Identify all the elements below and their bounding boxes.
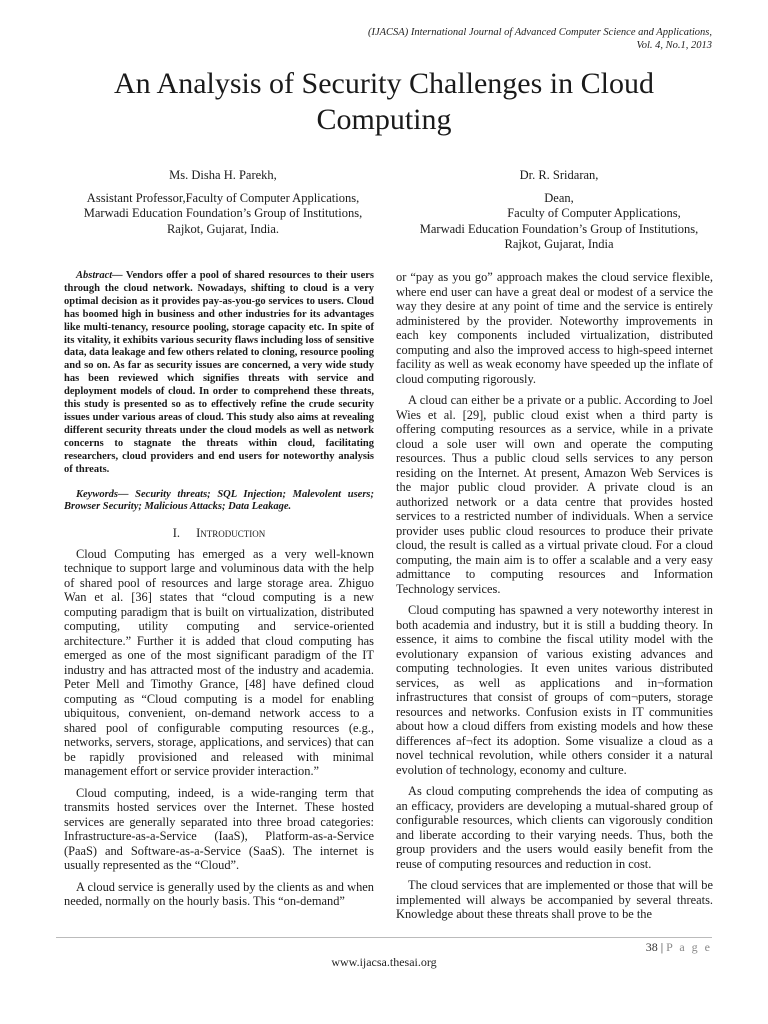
right-column: [396, 270, 713, 929]
author-affiliation: Marwadi Education Foundation’s Group of Institutions,: [419, 221, 699, 236]
footer-url: www.ijacsa.thesai.org: [331, 955, 437, 969]
left-column: [64, 270, 374, 916]
title-line-2: Computing: [316, 103, 452, 136]
author-block-1: [56, 168, 390, 237]
body-paragraph: Cloud computing has spawned a very noteworthy interest in both academia and industry, but it is still a budding theory. In essence, it aims to combine the fiscal utility model with the evolutionary expansion of various existing advances and computing technologies. It even unites various distributed services, as well as applications and in¬formation infrastructures that consist of groups of com¬puters, storage resources and networks. Confusion exists in IT communities about how a cloud differs from existing models and how these differences af¬fect its adoption. Some visualize a cloud as a novel technical revolution, while others consider it a natural evolution of technology, economy and culture.: [396, 603, 713, 777]
keywords-label: Keywords—: [76, 488, 129, 500]
body-paragraph-continued: or “pay as you go” approach makes the cloud service flexible, where end user can have a great deal or modest of a service the way they desire at any point of time and the service is entirely administered by the provider. Noteworthy improvements in each key components included virtualization, distributed computing and also the improved access to high-speed internet facility as well as weak economy have speeded up the inflate of cloud computing rigorously.: [396, 270, 713, 386]
keywords: [64, 489, 374, 515]
body-paragraph: Cloud computing, indeed, is a wide-ranging term that transmits hosted services over the Internet. These hosted services are generally separated into three broad categories: Infrastructure-as-a-Service (IaaS), Platform-as-a-Service (PaaS) and Software-as-a-Service (SaaS). The internet is usually represented as the “Cloud”.: [64, 785, 374, 873]
section-number: I.: [172, 526, 181, 541]
page-word: P a g e: [666, 940, 712, 954]
keywords-text: Security threats; SQL Injection; Malevolent users; Browser Security; Malicious Attacks; Data Leakage.: [64, 488, 374, 513]
title-line-1: An Analysis of Security Challenges in Cloud: [114, 67, 654, 100]
abstract-text: Vendors offer a pool of shared resources to their users through the cloud network. Nowadays, shifting to cloud is a very optimal decision as it provides pay-as-you-go services to users. Cloud has boomed high in business and other industries for its advantages like multi-tenancy, resource pooling, storage capacity etc. In spite of its vitality, it exhibits various security flaws including loss of sensitive data, data leakage and few others related to cloning, resource pooling and so on. As far as security issues are concerned, a very wide study has been reviewed which signifies threats with service and deployment models of cloud. In order to comprehend these threats, this study is presented so as to effectively refine the crude security issues under various areas of cloud. This study also aims at revealing different security threats under the cloud models as well as network concerns to stagnate the threats within cloud, facilitating researchers, cloud providers and end users for noteworthy analysis of threats.: [64, 270, 374, 475]
journal-volume: Vol. 4, No.1, 2013: [636, 40, 712, 51]
body-paragraph: As cloud computing comprehends the idea of computing as an efficacy, providers are developing a mutual-shared group of configurable resources, which clients can vigorously condition and liberate according to their varying needs. Thus, both the group providers and the users would easily benefit from the reuse of computing resources and reduction in cost.: [396, 784, 713, 871]
footer-divider: [56, 937, 712, 938]
abstract: [64, 270, 374, 477]
author-name: Ms. Disha H. Parekh,: [169, 168, 277, 182]
author-affiliation: Marwadi Education Foundation’s Group of Institutions,: [83, 206, 363, 220]
body-paragraph: The cloud services that are implemented or those that will be implemented will always be accompanied by several threats. Knowledge about these threats shall prove to be the: [396, 878, 713, 921]
paper-title: [60, 66, 708, 138]
author-location: Rajkot, Gujarat, India: [504, 237, 614, 251]
journal-running-head: [368, 26, 712, 52]
body-paragraph: A cloud service is generally used by the clients as and when needed, normally on the hourly basis. This “on-demand”: [64, 879, 374, 909]
journal-name: (IJACSA) International Journal of Advanced Computer Science and Applications,: [367, 27, 712, 38]
author-affiliation: Assistant Professor,Faculty of Computer Applications,: [86, 190, 360, 205]
author-title: Dean,: [544, 190, 574, 205]
page-number-separator: |: [660, 940, 664, 954]
author-name: Dr. R. Sridaran,: [519, 168, 599, 182]
section-heading-introduction: [64, 526, 374, 541]
body-paragraph: Cloud Computing has emerged as a very well-known technique to support large and voluminous data with the help of shared pool of resources and large storage area. Zhiguo Wan et al. [36] states that “cloud computing is a new computing paradigm that is built on virtualization, distributed computing, utility computing and service-oriented architecture.” Further it is added that cloud computing has emerged as one of the most significant paradigm of the IT industry and has attracted most of the industry and academia. Peter Mell and Timothy Grance, [48] have defined cloud computing as “Cloud computing is a model for enabling ubiquitous, convenient, on-demand network access to a shared pool of configurable computing resources (e.g., networks, servers, storage, applications, and services) that can be rapidly provisioned and released with minimal management effort or service provider interaction.”: [64, 546, 374, 779]
section-title-rest: ntroduction: [200, 526, 266, 541]
page-number: [646, 940, 712, 955]
author-block-2: [400, 168, 718, 253]
body-paragraph: A cloud can either be a private or a public. According to Joel Wies et al. [29], public cloud exist when a third party is offering computing resources as a service, while in a private cloud a sole user will own and operate the computing resources. Thus a public cloud sells services to any person residing on the Internet. At present, Amazon Web Services is the major public cloud provider. A private cloud is an authorized network or a data centre that provides hosted services to a restricted number of individuals. When a service provider uses public cloud resources to produce their private cloud, the result is called as a virtual private cloud. For a cloud computing, the main aim is to offer a scalable and a very easy admittance to computing resources and Information Technology services.: [396, 393, 713, 596]
author-location: Rajkot, Gujarat, India.: [166, 221, 280, 236]
abstract-label: Abstract—: [76, 270, 123, 281]
section-title-initial: I: [196, 526, 201, 541]
author-affiliation: Faculty of Computer Applications,: [507, 206, 681, 220]
page-number-value: 38: [645, 940, 658, 954]
